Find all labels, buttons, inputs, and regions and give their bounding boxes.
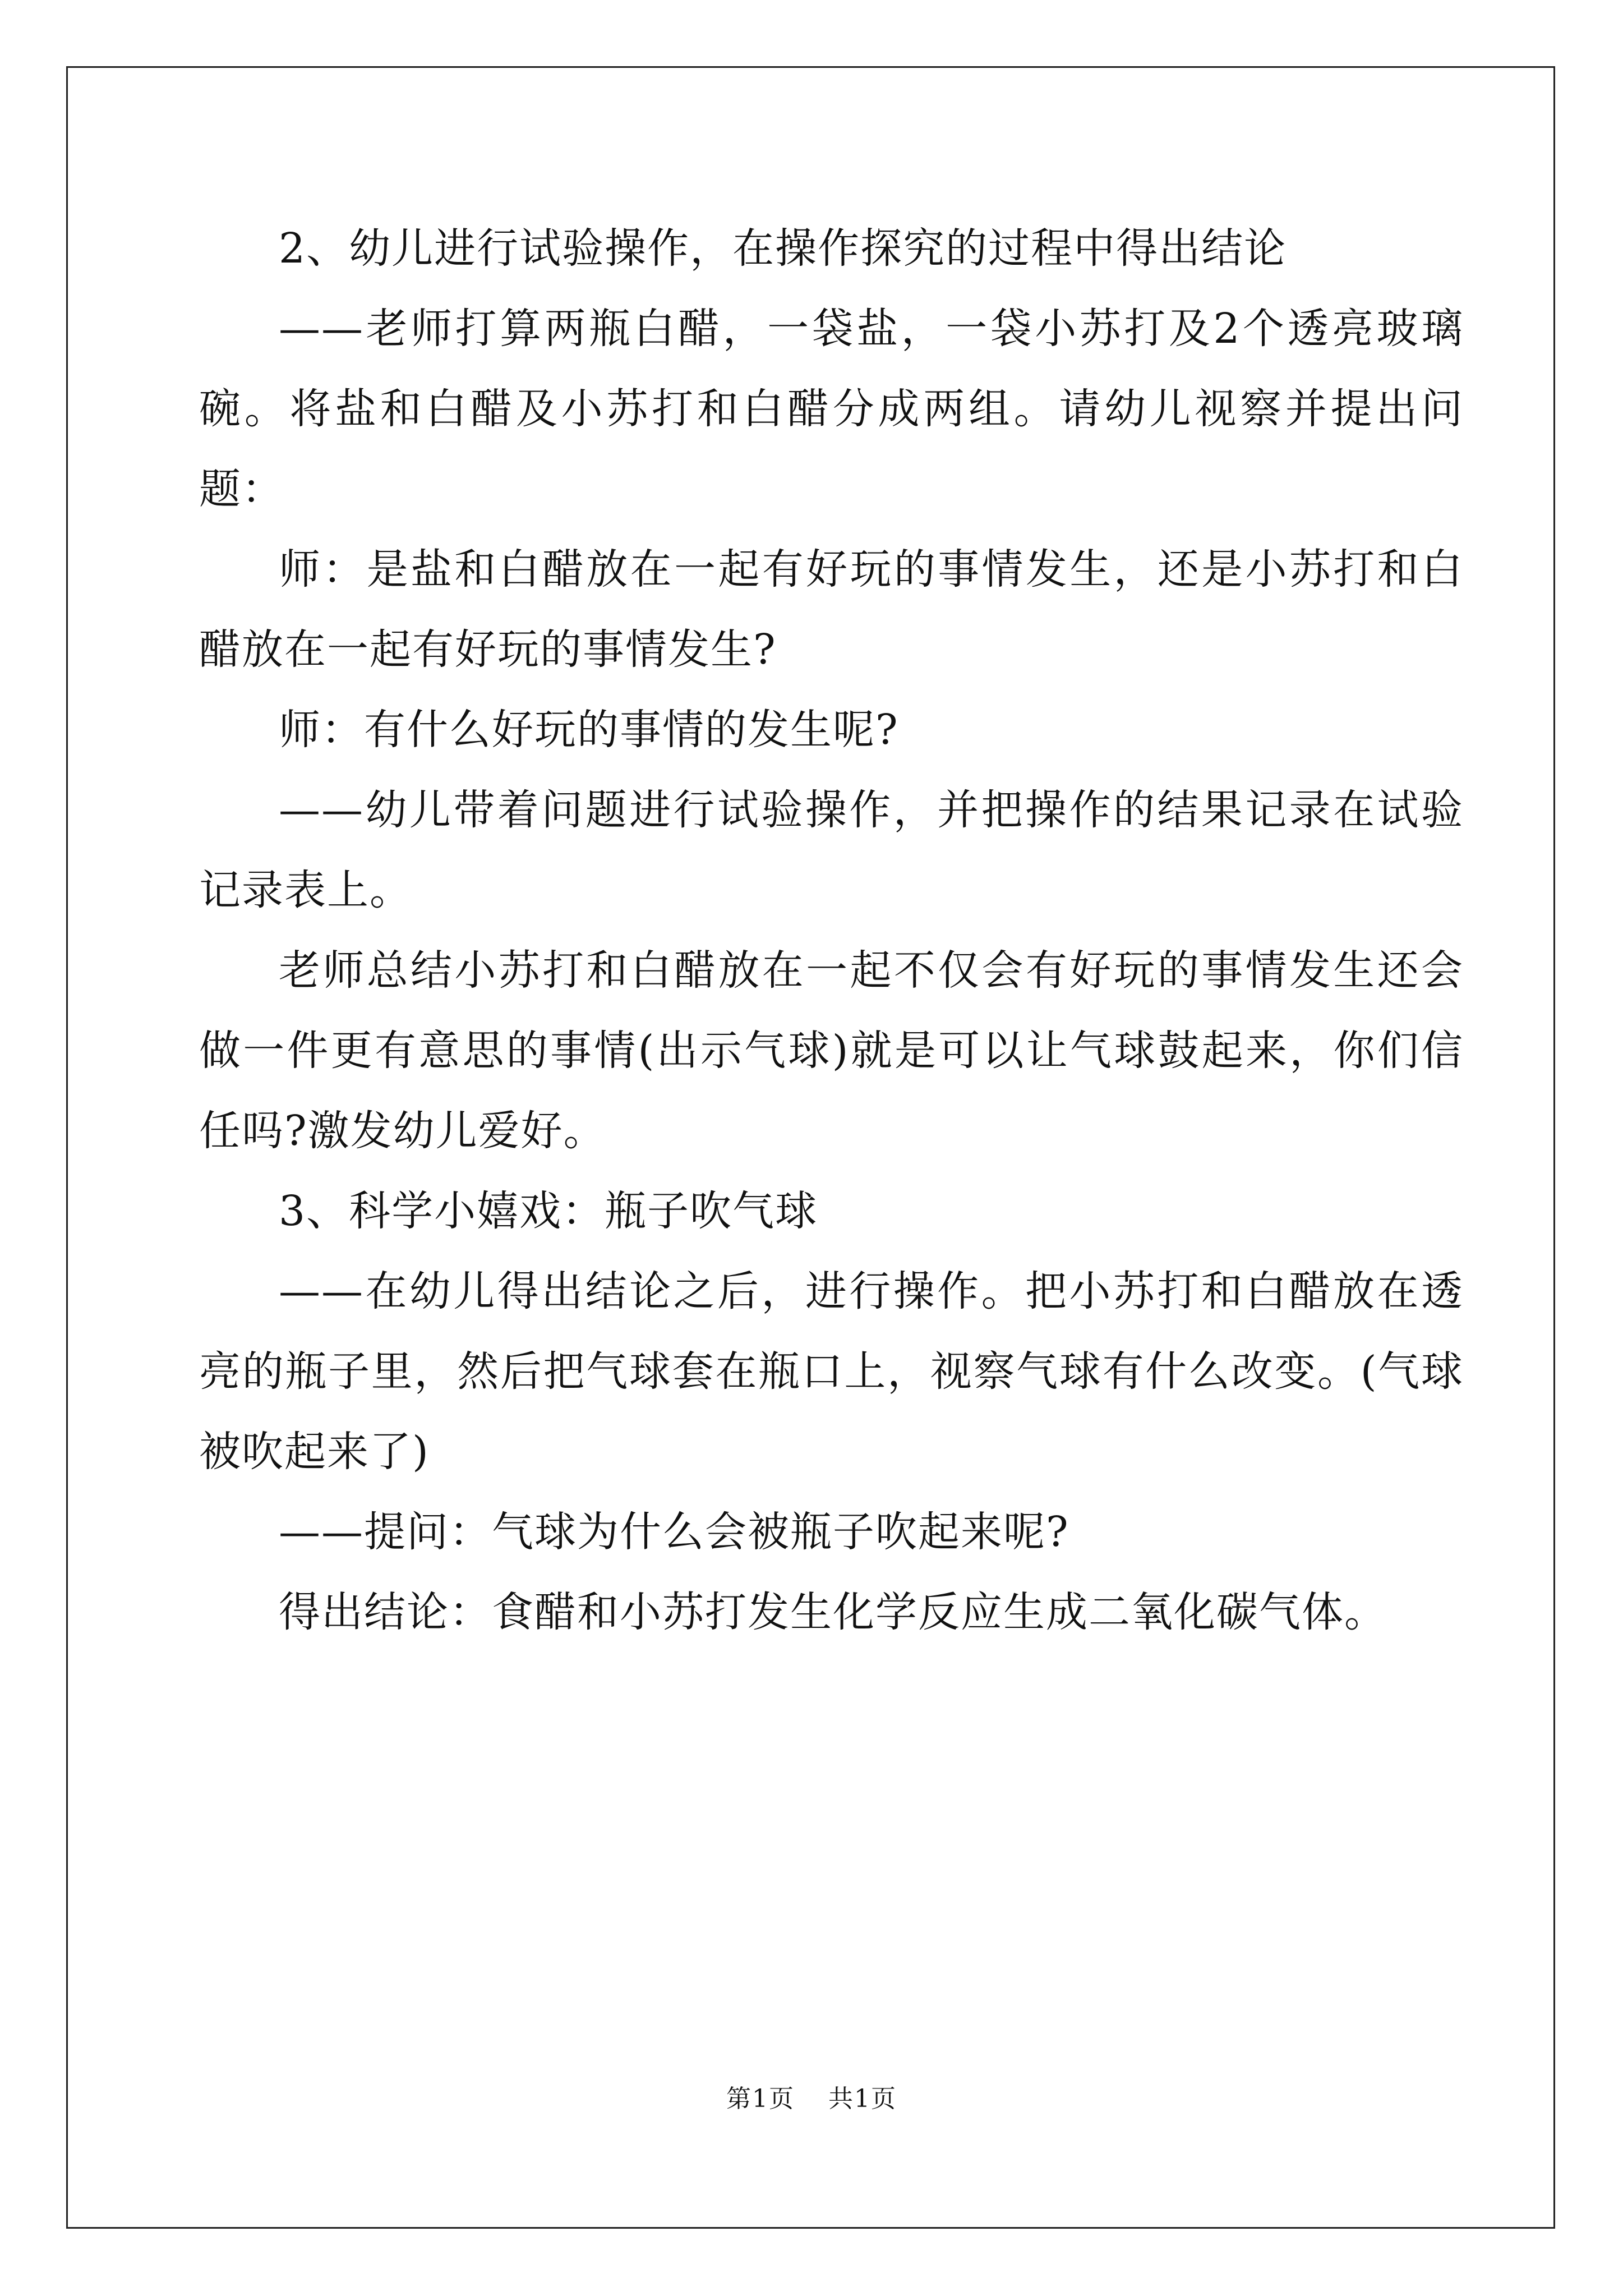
paragraph-step-3-heading: 3、科学小嬉戏：瓶子吹气球 xyxy=(279,1187,818,1235)
paragraph-balloon-operation: ——在幼儿得出结论之后，进行操作。把小苏打和白醋放在透亮的瓶子里，然后把气球套在瓶口上，视察气球有什么改变。(气球被吹起来了) xyxy=(199,1267,1464,1476)
paragraph-materials: ——老师打算两瓶白醋，一袋盐，一袋小苏打及2个透亮玻璃碗。将盐和白醋及小苏打和白醋分成两组。请幼儿视察并提出问题： xyxy=(199,305,1464,513)
page-number: 第1页 xyxy=(726,2085,795,2113)
document-body xyxy=(199,209,1464,1653)
paragraph-step-2-heading: 2、幼儿进行试验操作，在操作探究的过程中得出结论 xyxy=(279,224,1287,273)
page-total: 共1页 xyxy=(828,2085,897,2113)
paragraph-conclusion: 得出结论：食醋和小苏打发生化学反应生成二氧化碳气体。 xyxy=(279,1588,1387,1636)
paragraph-question: ——提问：气球为什么会被瓶子吹起来呢? xyxy=(279,1508,1069,1556)
paragraph-teacher-question-1: 师：是盐和白醋放在一起有好玩的事情发生，还是小苏打和白醋放在一起有好玩的事情发生? xyxy=(199,545,1464,674)
paragraph-teacher-question-2: 师：有什么好玩的事情的发生呢? xyxy=(279,706,899,754)
paragraph-children-experiment: ——幼儿带着问题进行试验操作，并把操作的结果记录在试验记录表上。 xyxy=(199,786,1464,914)
paragraph-teacher-summary: 老师总结小苏打和白醋放在一起不仅会有好玩的事情发生还会做一件更有意思的事情(出示气球)就是可以让气球鼓起来，你们信任吗?激发幼儿爱好。 xyxy=(199,946,1464,1155)
page-footer xyxy=(0,2082,1623,2116)
